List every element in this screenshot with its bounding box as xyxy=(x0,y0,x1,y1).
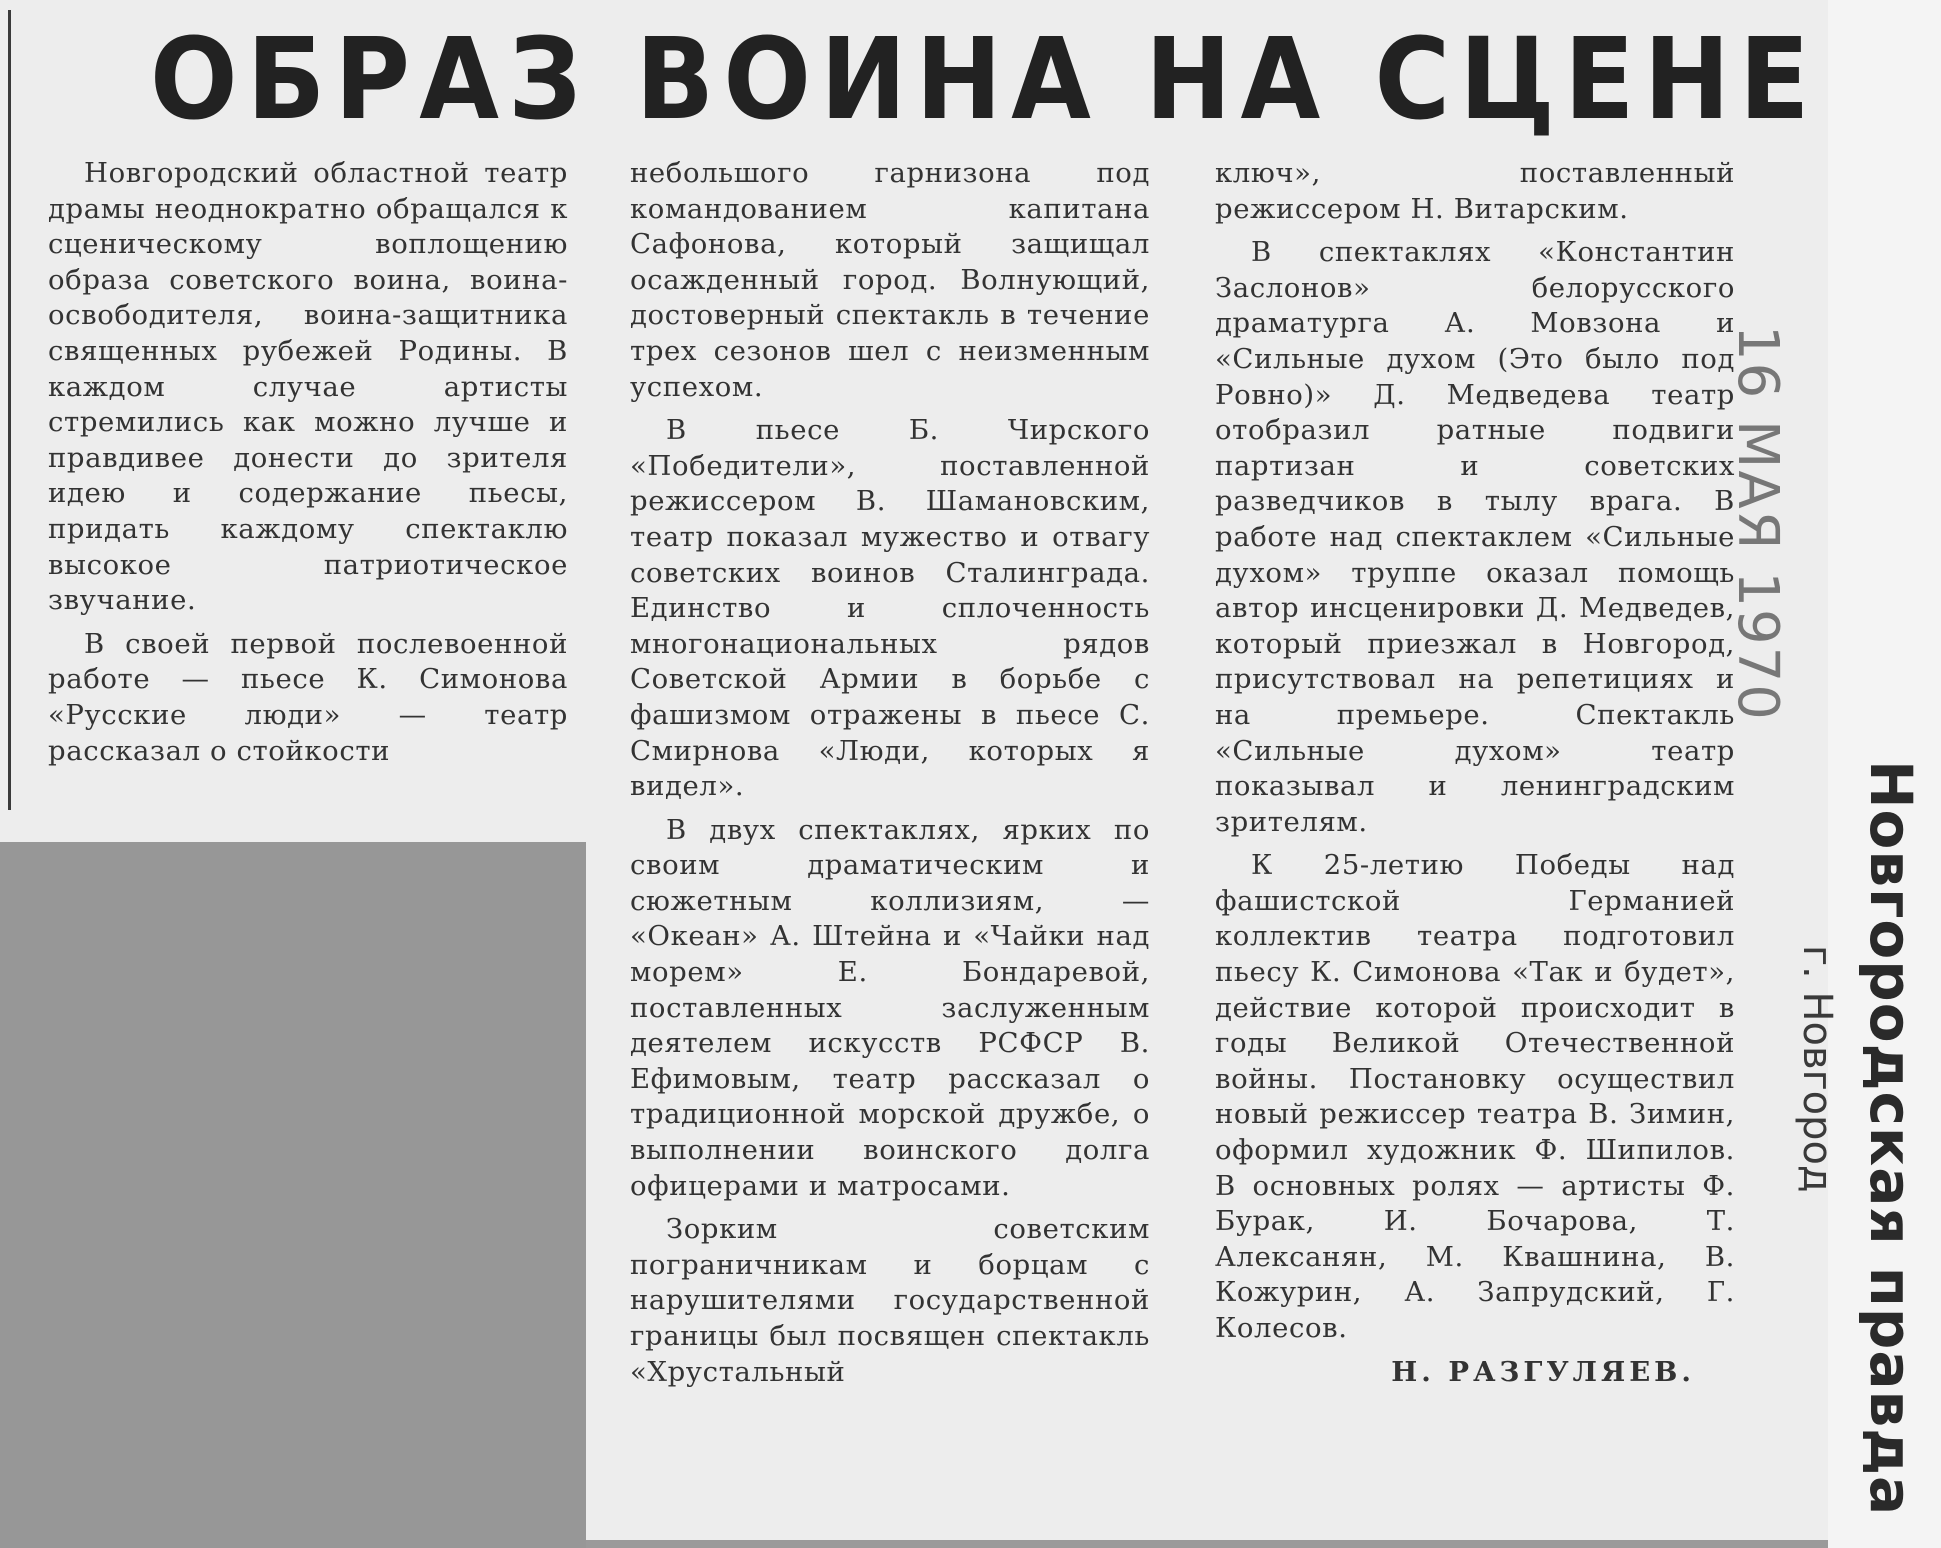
paragraph: В пьесе Б. Чирского «Победители», поставленной режиссером В. Шамановским, театр показал мужество и отвагу советских воинов Сталинграда. Единство и сплоченность многонациональных рядов Советской Армии в борьбе с фашизмом отражены в пьесе С. Смирнова «Люди, которых я видел». xyxy=(630,414,1150,803)
paragraph: В своей первой послевоенной работе — пьесе К. Симонова «Русские люди» — театр рассказал о стойкости xyxy=(48,627,568,767)
column-rule xyxy=(8,10,11,810)
background-patch xyxy=(0,842,586,1548)
paragraph: В спектаклях «Константин Заслонов» белорусского драматурга А. Мовзона и «Сильные духом (Это было под Ровно)» Д. Медведева театр отобразил ратные подвиги партизан и советских разведчиков в тылу врага. В работе над спектаклем «Сильные духом» труппе оказал помощь автор инсценировки Д. Медведев, который приезжал в Новгород, присутствовал на репетициях и на премьере. Спектакль «Сильные духом» театр показывал и ленинградским зрителям. xyxy=(1215,236,1735,838)
paragraph: Новгородский областной театр драмы неоднократно обращался к сценическому воплощению образа советского воина, воина-освободителя, воина-защитника священных рубежей Родины. В каждом случае артисты стремились как можно лучше и правдивее донести до зрителя идею и содержание пьесы, придать каждому спектаклю высокое патриотическое звучание. xyxy=(48,157,568,617)
date-stamp: 16 МАЯ 1970 xyxy=(1725,325,1790,722)
paragraph: В двух спектаклях, ярких по своим драматическим и сюжетным коллизиям, — «Океан» А. Штейна и «Чайки над морем» Е. Бондаревой, поставленных заслуженным деятелем искусств РСФСР В. Ефимовым, театр рассказал о традиционной морской дружбе, о выполнении воинского долга офицерами и матросами. xyxy=(630,813,1150,1202)
newspaper-stamp: Новгородская правда xyxy=(1857,760,1925,1517)
paragraph: К 25-летию Победы над фашистской Германией коллектив театра подготовил пьесу К. Симонова «Так и будет», действие которой происходит в годы Великой Отечественной войны. Постановку осуществил новый режиссер театра В. Зимин, оформил художник Ф. Шипилов. В основных ролях — артисты Ф. Бурак, И. Бочарова, Т. Алексанян, М. Квашнина, В. Кожурин, А. Запрудский, Г. Колесов. xyxy=(1215,849,1735,1344)
headline: ОБРАЗ ВОИНА НА СЦЕНЕ xyxy=(150,15,1819,145)
paragraph: ключ», поставленный режиссером Н. Витарским. xyxy=(1215,157,1735,225)
article-column-3 xyxy=(1215,156,1735,1390)
paragraph: небольшого гарнизона под командованием капитана Сафонова, который защищал осажденный город. Волнующий, достоверный спектакль в течение трех сезонов шел с неизменным успехом. xyxy=(630,157,1150,403)
city-stamp: г. Новгород xyxy=(1794,945,1840,1193)
author-signature: Н. РАЗГУЛЯЕВ. xyxy=(1391,1355,1695,1388)
article-column-1 xyxy=(48,156,568,777)
paragraph: Зорким советским пограничникам и борцам с нарушителями государственной границы был посвящен спектакль «Хрустальный xyxy=(630,1213,1150,1388)
article-column-2 xyxy=(630,156,1150,1398)
